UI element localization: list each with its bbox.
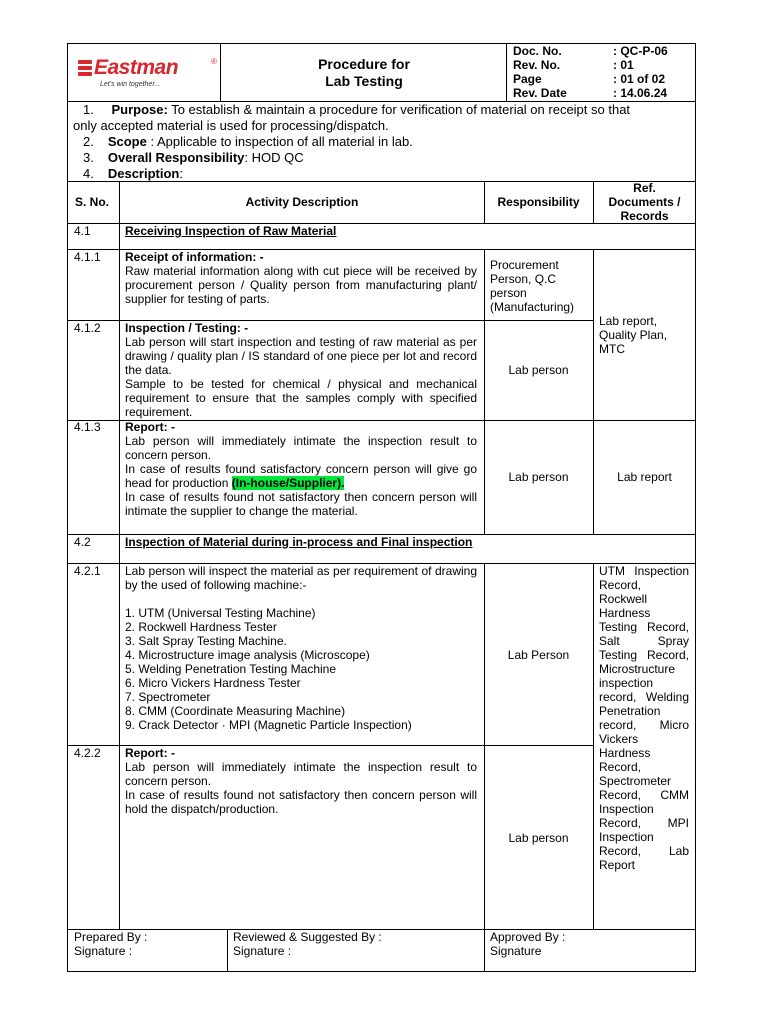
meta-page: Page : 01 of 02 [513,72,666,86]
header-divider [506,43,507,101]
responsibility-cell: Lab person [508,363,569,377]
reviewed-by: Reviewed & Suggested By : Signature : [233,930,382,958]
activity-cell: Inspection / Testing: - Lab person will start inspection and testing of raw material as per drawing / quality plan / IS standard of one piece per lot and record the data. Sample to be tested for chemical / physical and mechanical requirement to ensure that the samples comply with specified requirement. [125,321,477,419]
machine-list-item: 5. Welding Penetration Testing Machine [125,662,337,676]
activity-cell: Receipt of information: - Raw material information along with cut piece will be received by procurement person / Quality person from manufacturing plant/ supplier for testing of parts. [125,250,477,306]
highlight-in-house-supplier: (In-house/Supplier). [231,476,345,490]
logo-registered-mark: ® [211,57,217,66]
responsibility-cell: Lab Person [507,648,570,662]
machine-list-item: 7. Spectrometer [125,690,211,704]
machine-list-item: 2. Rockwell Hardness Tester [125,620,277,634]
scope-line: 2. Scope : Applicable to inspection of all material in lab. [83,134,413,149]
purpose-block: 1. Purpose: To establish & maintain a procedure for verification of material on receipt so that only accepted material is used for processing/dispatch. [73,102,631,133]
col-header-ref: Ref. Documents / Records [608,181,681,223]
reference-cell: UTM Inspection Record, Rockwell Hardness Testing Record, Salt Spray Testing Record, Microstructure inspection record, Welding Penetration record, Micro Vickers Hardness Record, Spectrometer Record, CMM Inspection Record, MPI Inspection Record, Lab Report [599,564,689,872]
activity-cell: Lab person will inspect the material as per requirement of drawing by the used of following machine:- 1. UTM (Universal Testing Machine) 2. Rockwell Hardness Tester 3. Salt Spray Testing Machine. 4. Microstructure image analysis (Microscope) 5. Welding Penetration Testing Machine 6. Micro Vickers Hardness Tester 7. Spectrometer 8. CMM (Coordinate Measuring Machine) 9. Crack Detector · MPI (Magnetic Particle Inspection) [125,564,477,732]
reference-cell: Lab report [617,470,672,484]
meta-rev-date: Rev. Date : 14.06.24 [513,86,668,100]
machine-list-item: 8. CMM (Coordinate Measuring Machine) [125,704,346,718]
responsibility-cell: Lab person [508,470,569,484]
section-title: Inspection of Material during in-process and Final inspection [125,535,473,549]
company-logo [78,58,220,92]
section-number: 4.2 [74,535,91,549]
machine-list-item: 6. Micro Vickers Hardness Tester [125,676,301,690]
meta-doc-no: Doc. No. : QC-P-06 [513,44,668,58]
header-divider [220,43,221,101]
logo-name: Eastman [94,56,179,79]
section-title: Receiving Inspection of Raw Material [125,224,337,238]
description-line: 4. Description: [83,166,183,181]
section-number: 4.1 [74,224,91,238]
col-header-responsibility: Responsibility [497,195,580,209]
activity-cell: Report: - Lab person will immediately intimate the inspection result to concern person. In case of results found satisfactory concern person will give go head for production (In-house/Supplier). In case of results found not satisfactory then concern person will intimate the supplier to change the material. [125,420,477,518]
section-number: 4.1.2 [74,321,101,335]
activity-cell: Report: - Lab person will immediately intimate the inspection result to concern person. In case of results found not satisfactory then concern person will hold the dispatch/production. [125,746,477,816]
machine-list-item: 4. Microstructure image analysis (Microscope) [125,648,370,662]
section-number: 4.2.2 [74,746,101,760]
col-header-activity: Activity Description [245,195,359,209]
machine-list-item: 1. UTM (Universal Testing Machine) [125,606,316,620]
logo-tagline: Let's win together... [100,81,161,88]
approved-by: Approved By : Signature [490,930,566,958]
section-number: 4.1.3 [74,420,101,434]
responsibility-line: 3. Overall Responsibility: HOD QC [83,150,304,165]
machine-list-item: 9. Crack Detector · MPI (Magnetic Particle Inspection) [125,718,412,732]
document-title: Procedure for Lab Testing [318,56,410,89]
section-number: 4.2.1 [74,564,101,578]
responsibility-cell: Lab person [508,831,569,845]
prepared-by: Prepared By : Signature : [74,930,148,958]
logo-mark-icon [78,60,92,78]
meta-rev-no: Rev. No. : 01 [513,58,634,72]
responsibility-cell: Procurement Person, Q.C person (Manufacturing) [490,258,575,314]
machine-list-item: 3. Salt Spray Testing Machine. [125,634,287,648]
section-number: 4.1.1 [74,250,101,264]
reference-cell: Lab report, Quality Plan, MTC [599,314,668,356]
col-header-sno: S. No. [75,195,110,209]
